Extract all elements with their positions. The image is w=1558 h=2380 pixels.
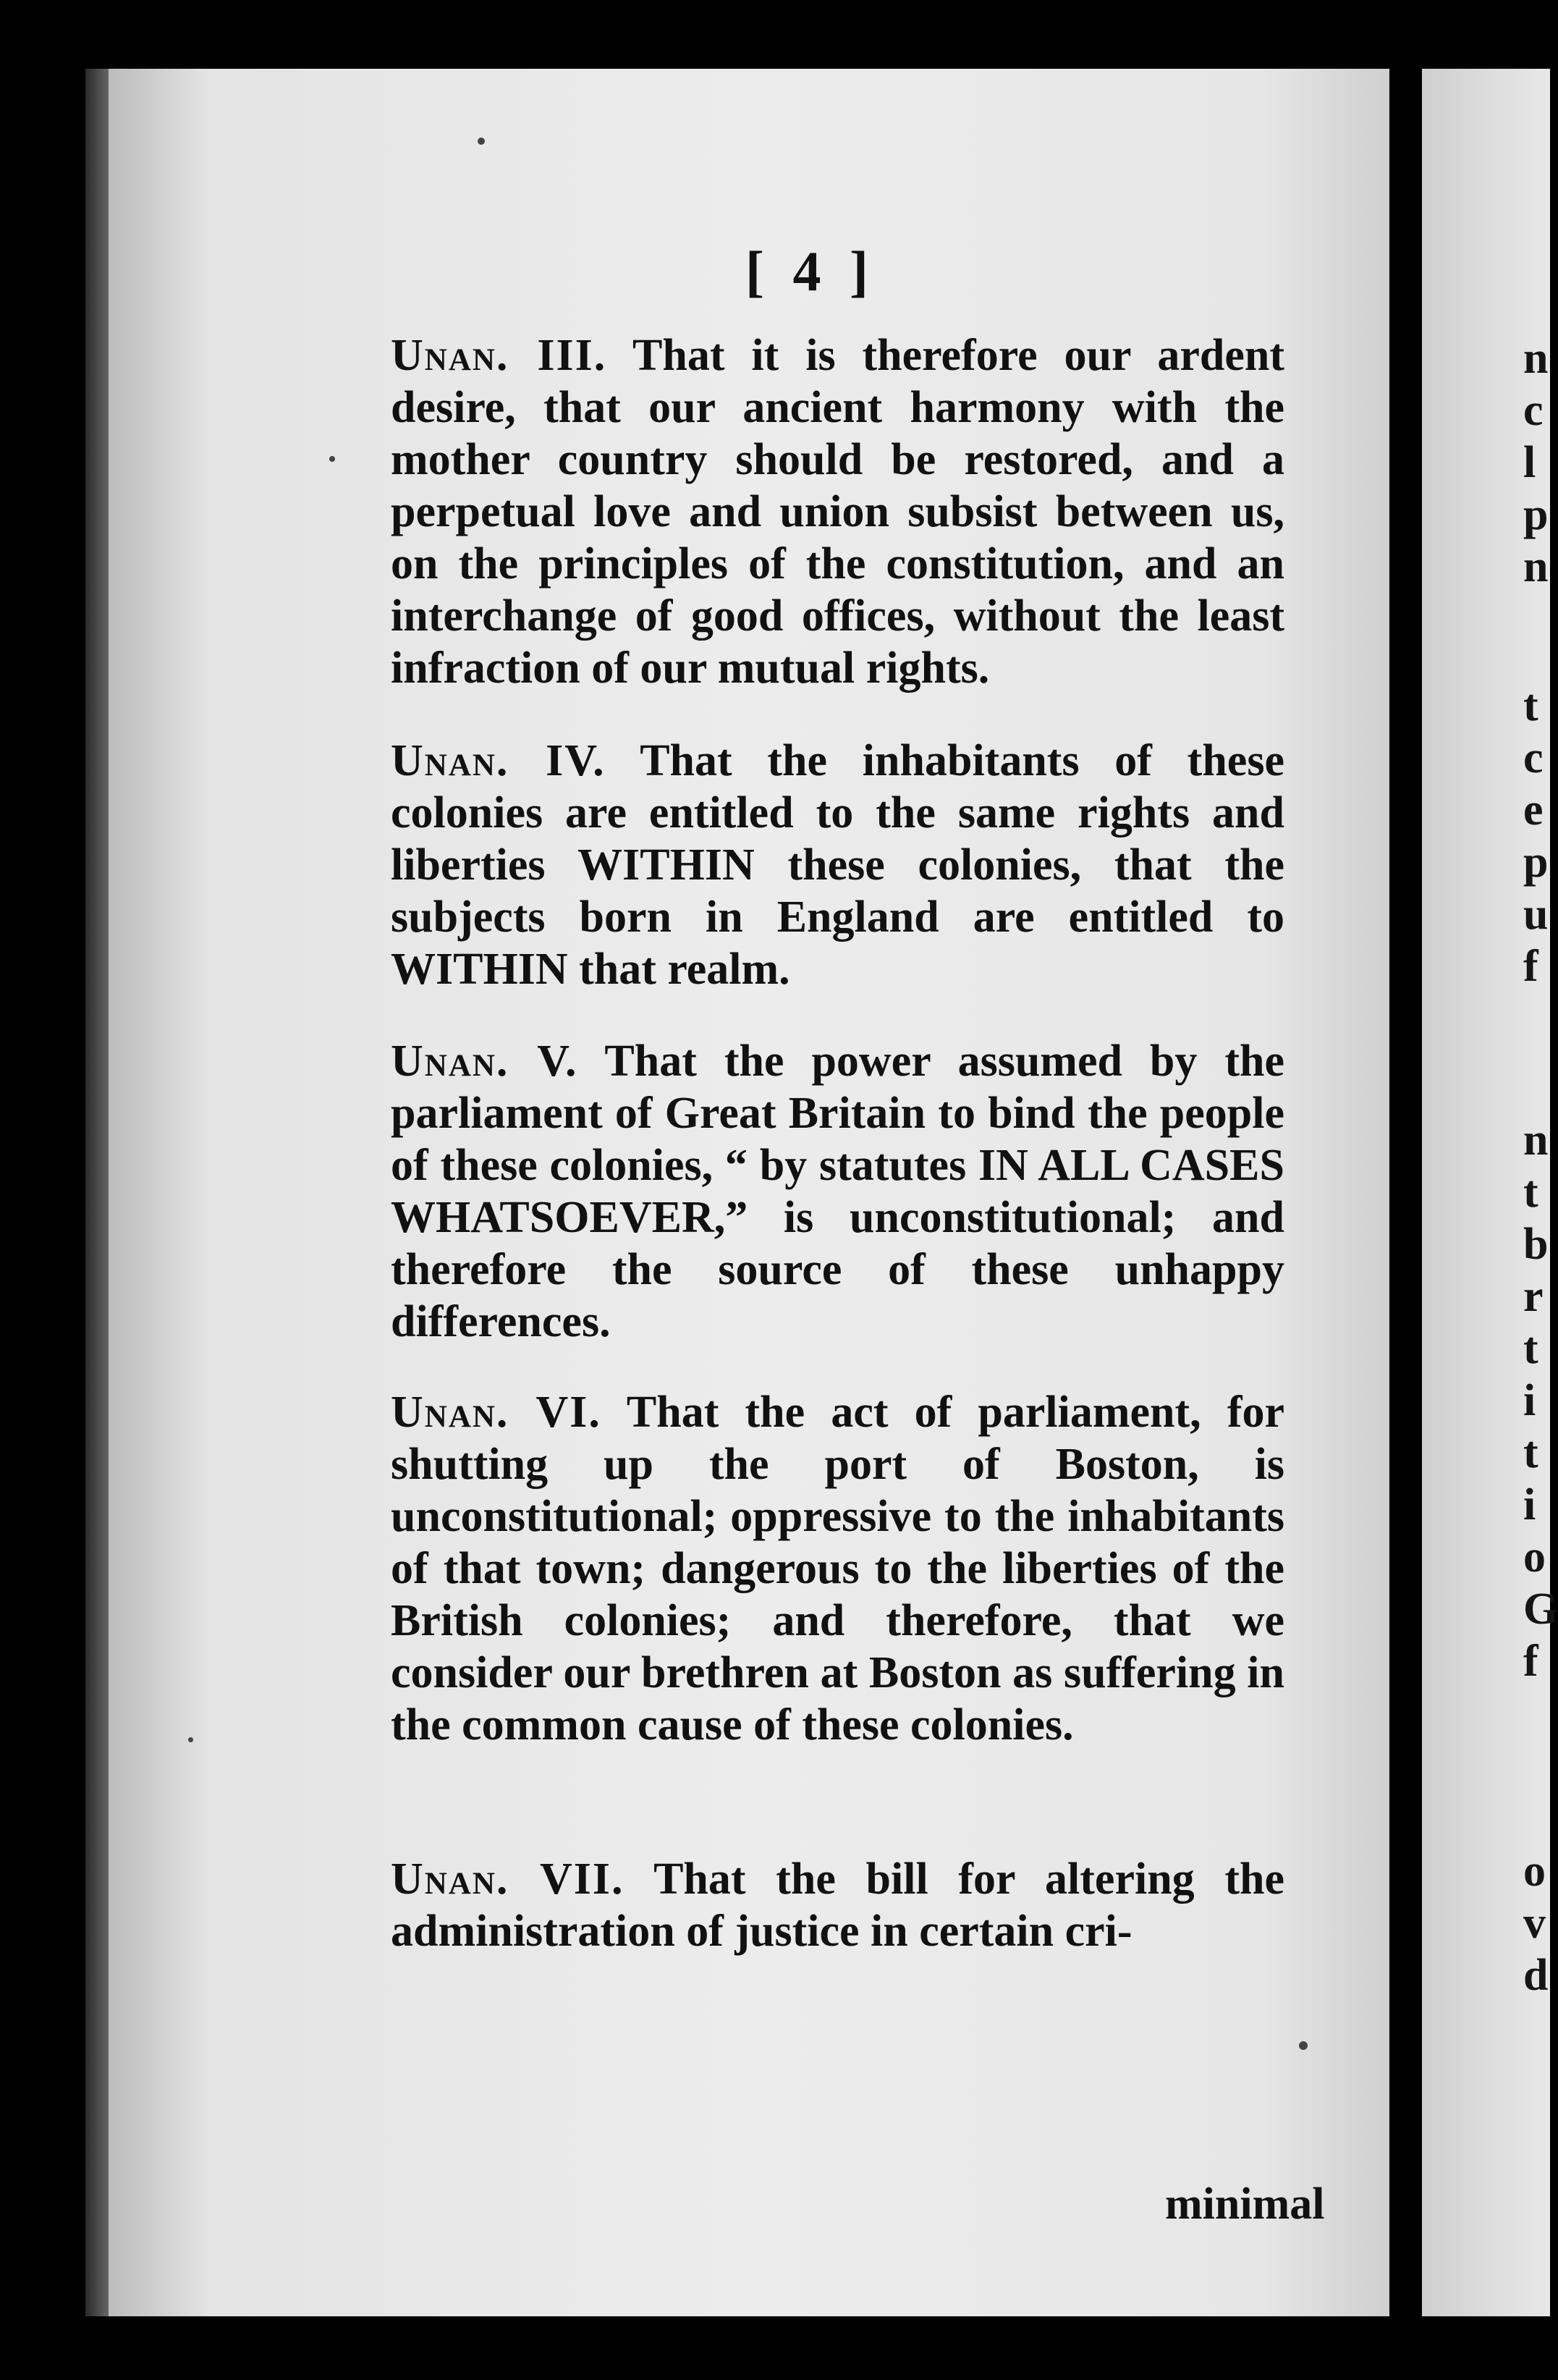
facing-page-fragment: t [1523,1428,1538,1477]
facing-page-fragment: b [1523,1220,1549,1269]
resolution-paragraph [391,329,1284,694]
resolution-text: That the power assumed by the parliament of Great Britain to bind the people of these colonies, “ by statutes IN ALL CASES WHATSOEVER,” is unconstitutional; and therefore the source of these unhappy differences. [391,1037,1284,1346]
facing-page-fragment: c [1523,386,1544,435]
resolution-label: Unan. IV. [391,736,606,785]
resolution-paragraph [391,1035,1284,1348]
catchword: minimal [1165,2179,1325,2229]
resolution-text: That the act of parliament, for shutting up the port of Boston, is unconstitutional; oppressive to the inhabitants of that town; dangerous to the liberties of the British colonies; and therefore, that we consider our brethren at Boston as suffering in the common cause of these colonies. [391,1388,1284,1750]
facing-page-fragment: i [1523,1376,1536,1425]
resolution-paragraph [391,735,1284,995]
facing-page-fragment: t [1523,1168,1538,1217]
facing-page-fragment: i [1523,1480,1536,1529]
facing-page-fragment: f [1523,1637,1538,1686]
resolution-text: That it is therefore our ardent desire, that our ancient harmony with the mother country should be restored, and a perpetual love and union subsist between us, on the principles of the constitution, and an interchange of good offices, without the least infraction of our mutual rights. [391,331,1284,693]
facing-page-fragment: n [1523,1115,1549,1165]
facing-page-fragment: l [1523,438,1536,487]
page-number-header: [ 4 ] [745,240,876,303]
paper-speck [1299,2041,1308,2050]
facing-page-fragment: o [1523,1847,1546,1896]
resolution-label: Unan. VII. [391,1854,625,1904]
resolution-text: That the inhabitants of these colonies are entitled to the same rights and liberties WITHIN these colonies, that the subjects born in England are entitled to WITHIN that realm. [391,736,1284,994]
facing-page-fragment: n [1523,334,1549,383]
resolution-label: Unan. III. [391,331,607,380]
facing-page-fragment: p [1523,490,1549,539]
facing-page-fragment: t [1523,1324,1538,1373]
facing-page-fragment: v [1523,1899,1546,1948]
resolution-text: That the bill for altering the administration of justice in certain cri- [391,1854,1284,1956]
facing-page-fragment: p [1523,837,1549,887]
paper-speck [478,138,485,145]
facing-page-fragment: d [1523,1951,1549,2000]
facing-page-fragment: n [1523,542,1549,591]
resolution-paragraph [391,1386,1284,1751]
facing-page-fragment: t [1523,681,1538,730]
paper-speck [329,456,335,462]
facing-page-fragment: o [1523,1532,1546,1582]
paper-speck [188,1737,193,1742]
facing-page-fragment: c [1523,733,1544,782]
resolution-paragraph [391,1853,1284,1957]
resolution-label: Unan. V. [391,1037,578,1086]
facing-page-fragment: G [1523,1584,1558,1634]
facing-page-fragment: f [1523,942,1538,991]
resolution-label: Unan. VI. [391,1388,601,1437]
facing-page-fragment: e [1523,785,1544,835]
facing-page-fragment: r [1523,1272,1544,1321]
facing-page-edge [1422,69,1558,2316]
facing-page-fragment: u [1523,890,1549,939]
